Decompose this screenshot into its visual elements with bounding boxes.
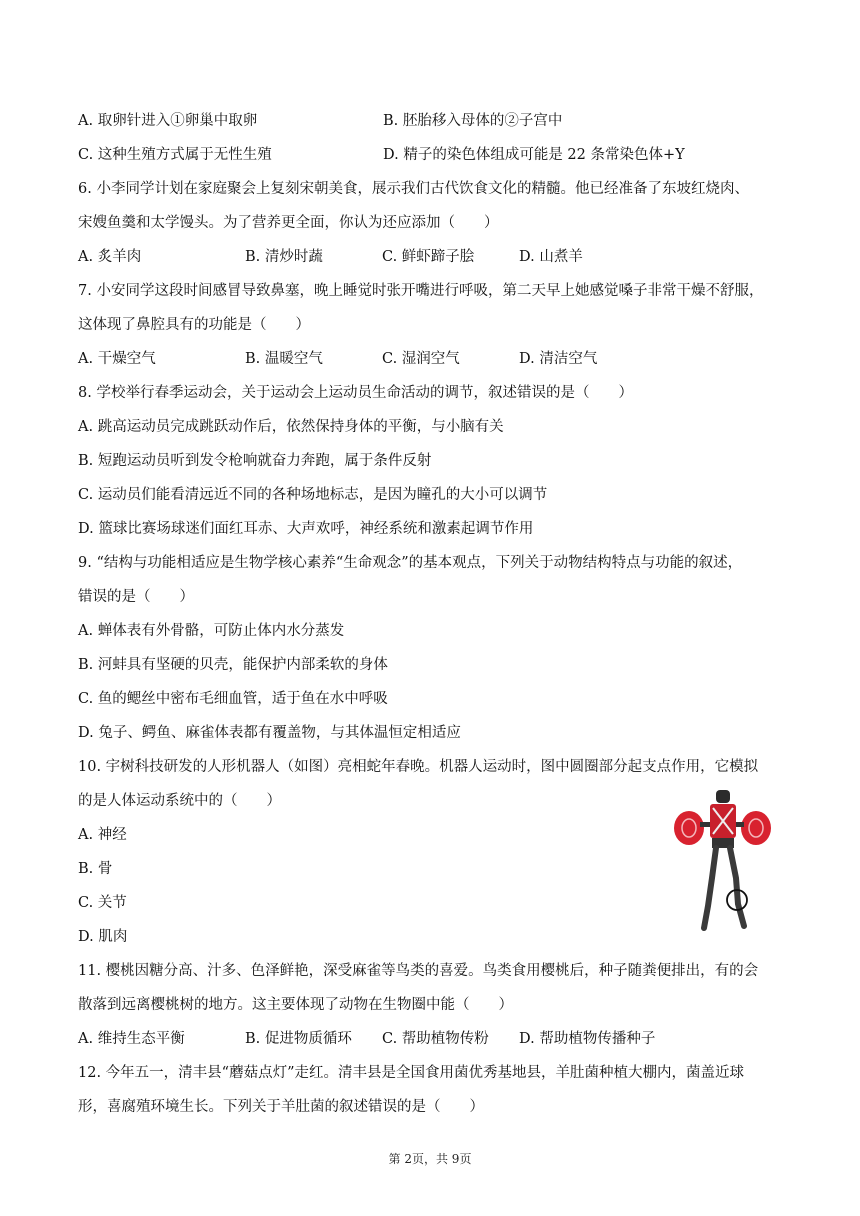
q9-option-d: D. 兔子、鳄鱼、麻雀体表都有覆盖物，与其体温恒定相适应 <box>78 725 461 741</box>
q9-option-c: C. 鱼的鳃丝中密布毛细血管，适于鱼在水中呼吸 <box>78 691 388 707</box>
q10-option-c: C. 关节 <box>78 895 127 911</box>
left-red-fan <box>674 811 704 845</box>
q9-stem-line1: 9. “结构与功能相适应是生物学核心素养“生命观念”的基本观点，下列关于动物结构特点与功能的叙述， <box>78 555 743 571</box>
humanoid-robot-figure <box>672 786 772 936</box>
q7-option-b: B. 温暖空气 <box>245 351 323 367</box>
q8-option-d: D. 篮球比赛场球迷们面红耳赤、大声欢呼，神经系统和激素起调节作用 <box>78 521 534 537</box>
q11-option-d: D. 帮助植物传播种子 <box>519 1031 656 1047</box>
q7-option-d: D. 清洁空气 <box>519 351 598 367</box>
q6-option-b: B. 清炒时蔬 <box>245 249 323 265</box>
q6-option-c: C. 鲜虾蹄子脍 <box>382 249 475 265</box>
q7-option-c: C. 湿润空气 <box>382 351 460 367</box>
q6-stem-line1: 6. 小李同学计划在家庭聚会上复刻宋朝美食，展示我们古代饮食文化的精髓。他已经准备了东坡红烧肉、 <box>78 181 749 197</box>
q6-stem-line2: 宋嫂鱼羹和太学馒头。为了营养更全面，你认为还应添加（ ） <box>78 215 499 231</box>
q12-stem-line2: 形，喜腐殖环境生长。下列关于羊肚菌的叙述错误的是（ ） <box>78 1099 484 1115</box>
q9-option-a: A. 蝉体表有外骨骼，可防止体内水分蒸发 <box>78 623 345 639</box>
q11-stem-line2: 散落到远离樱桃树的地方。这主要体现了动物在生物圈中能（ ） <box>78 997 513 1013</box>
q5-option-b: B. 胚胎移入母体的②子宫中 <box>383 113 563 129</box>
q9-option-b: B. 河蚌具有坚硬的贝壳，能保护内部柔软的身体 <box>78 657 388 673</box>
q10-stem-line1: 10. 宇树科技研发的人形机器人（如图）亮相蛇年春晚。机器人运动时，图中圆圈部分起支点作用，它模拟 <box>78 759 759 775</box>
q8-option-a: A. 跳高运动员完成跳跃动作后，依然保持身体的平衡，与小脑有关 <box>78 419 504 435</box>
q11-stem-line1: 11. 樱桃因糖分高、汁多、色泽鲜艳，深受麻雀等鸟类的喜爱。鸟类食用樱桃后，种子随粪便排出，有的会 <box>78 963 759 979</box>
q5-option-d: D. 精子的染色体组成可能是 22 条常染色体+Y <box>383 147 685 163</box>
q5-option-a: A. 取卵针进入①卵巢中取卵 <box>78 113 258 129</box>
q8-stem-line1: 8. 学校举行春季运动会，关于运动会上运动员生命活动的调节，叙述错误的是（ ） <box>78 385 633 401</box>
q5-option-c: C. 这种生殖方式属于无性生殖 <box>78 147 272 163</box>
q11-option-b: B. 促进物质循环 <box>245 1031 352 1047</box>
page-footer: 第 2页，共 9页 <box>388 1152 472 1166</box>
q11-option-a: A. 维持生态平衡 <box>78 1031 185 1047</box>
q9-stem-line2: 错误的是（ ） <box>78 589 194 605</box>
robot-head <box>716 790 730 803</box>
q10-option-d: D. 肌肉 <box>78 929 128 945</box>
q7-stem-line2: 这体现了鼻腔具有的功能是（ ） <box>78 317 310 333</box>
q7-stem-line1: 7. 小安同学这段时间感冒导致鼻塞，晚上睡觉时张开嘴进行呼吸，第二天早上她感觉嗓子非常干燥不舒服， <box>78 283 764 299</box>
q10-stem-line2: 的是人体运动系统中的（ ） <box>78 793 281 809</box>
q12-stem-line1: 12. 今年五一，清丰县“蘑菇点灯”走红。清丰县是全国食用菌优秀基地县，羊肚菌种植大棚内，菌盖近球 <box>78 1065 744 1081</box>
q11-option-c: C. 帮助植物传粉 <box>382 1031 489 1047</box>
q6-option-d: D. 山煮羊 <box>519 249 583 265</box>
q8-option-b: B. 短跑运动员听到发令枪响就奋力奔跑，属于条件反射 <box>78 453 432 469</box>
q6-option-a: A. 炙羊肉 <box>78 249 142 265</box>
q10-option-b: B. 骨 <box>78 861 113 877</box>
q10-option-a: A. 神经 <box>78 827 127 843</box>
q8-option-c: C. 运动员们能看清远近不同的各种场地标志，是因为瞳孔的大小可以调节 <box>78 487 548 503</box>
right-red-fan <box>741 811 771 845</box>
q7-option-a: A. 干燥空气 <box>78 351 156 367</box>
